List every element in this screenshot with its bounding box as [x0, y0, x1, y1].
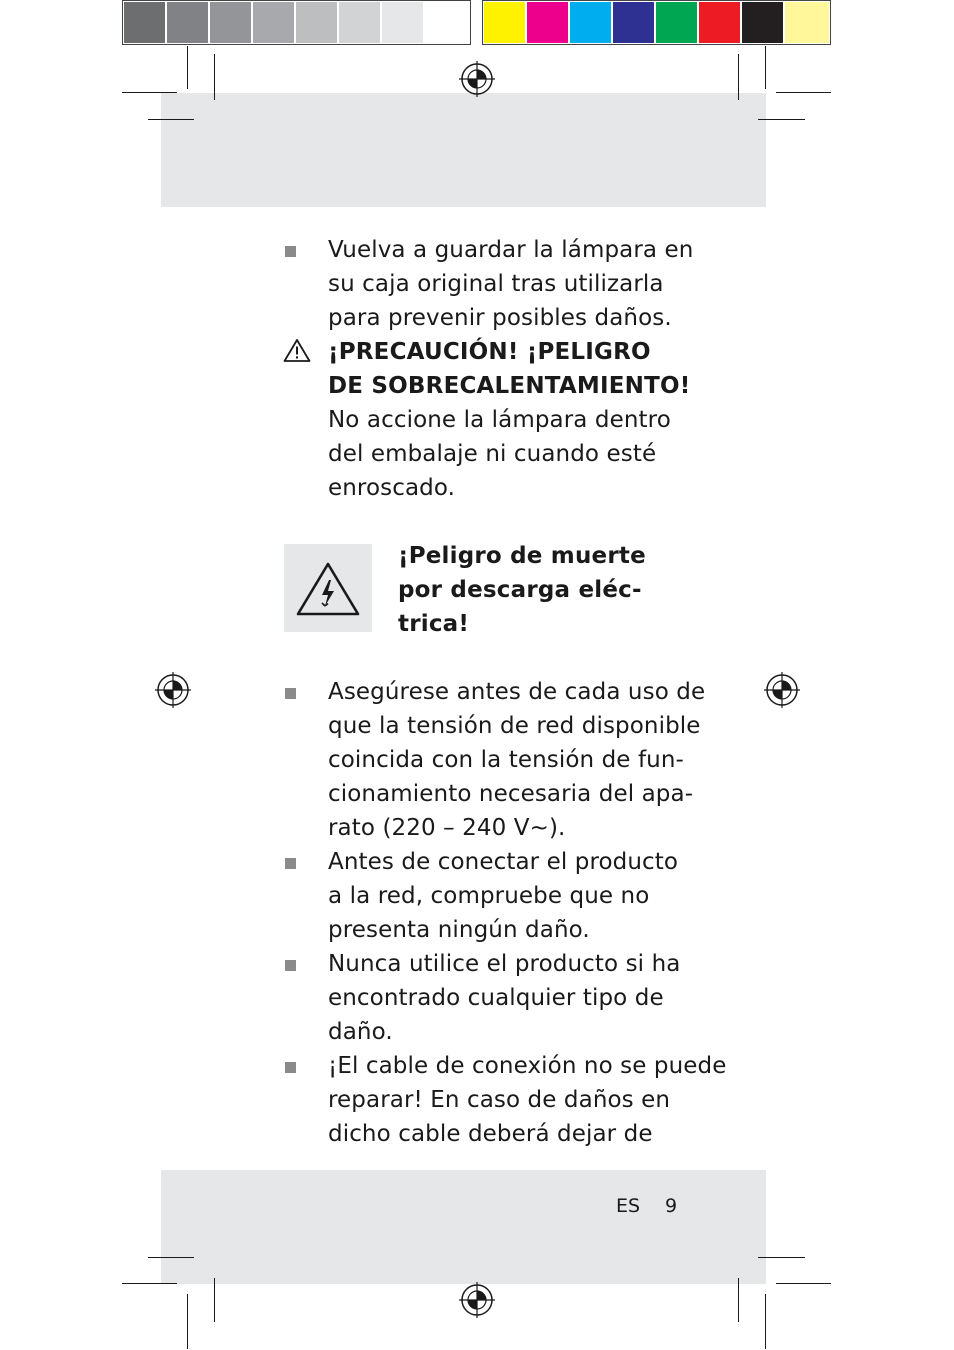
- electric-shock-warning-icon: [294, 560, 362, 618]
- warning-triangle-icon: [283, 338, 311, 363]
- bullet-marker: [285, 688, 296, 699]
- crop-mark: [765, 46, 766, 89]
- light-yellow-swatch: [785, 2, 829, 43]
- blue-swatch: [613, 2, 654, 43]
- crop-mark: [122, 92, 177, 93]
- caution-title: ¡PRECAUCIÓN! ¡PELIGRO DE SOBRECALENTAMIENTO!: [328, 339, 691, 399]
- crop-mark: [148, 1257, 194, 1258]
- danger-electric-title: ¡Peligro de muerte por descarga eléc- trica!: [398, 543, 646, 637]
- gray-swatch-2: [167, 2, 208, 43]
- crop-mark: [187, 1294, 188, 1349]
- bullet-marker: [285, 1062, 296, 1073]
- crop-mark: [214, 54, 215, 100]
- caution-text: No accione la lámpara dentro del embalaje ni cuando esté enroscado.: [328, 407, 671, 501]
- crop-mark: [758, 1257, 805, 1258]
- bullet-text-check-voltage: Asegúrese antes de cada uso de que la tensión de red disponible coincida con la tensión de fun- cionamiento necesaria del apa- rato (220 – 240 V~).: [328, 679, 706, 841]
- black-swatch: [742, 2, 783, 43]
- crop-mark: [776, 92, 831, 93]
- header-band: [161, 93, 766, 207]
- gray-swatch-3: [210, 2, 251, 43]
- gray-swatch-5: [296, 2, 337, 43]
- registration-mark-icon: [459, 1282, 495, 1318]
- gray-swatch-8: [425, 2, 469, 43]
- crop-mark: [738, 1278, 739, 1322]
- footer-band: [161, 1170, 766, 1284]
- yellow-swatch: [484, 2, 525, 43]
- crop-mark: [776, 1283, 831, 1284]
- cyan-swatch: [570, 2, 611, 43]
- green-swatch: [656, 2, 697, 43]
- magenta-swatch: [527, 2, 568, 43]
- crop-mark: [187, 46, 188, 89]
- gray-swatch-7: [382, 2, 423, 43]
- crop-mark: [765, 1294, 766, 1349]
- crop-mark: [214, 1278, 215, 1322]
- registration-mark-icon: [459, 61, 495, 97]
- gray-swatch-6: [339, 2, 380, 43]
- gray-swatch-1: [124, 2, 165, 43]
- footer-language: ES: [616, 1195, 641, 1217]
- bullet-marker: [285, 858, 296, 869]
- gray-swatch-4: [253, 2, 294, 43]
- crop-mark: [122, 1283, 177, 1284]
- crop-mark: [738, 54, 739, 100]
- crop-mark: [758, 119, 805, 120]
- registration-mark-icon: [764, 672, 800, 708]
- bullet-marker: [285, 246, 296, 257]
- footer-page-number: 9: [665, 1195, 678, 1217]
- bullet-text-store-lamp: Vuelva a guardar la lámpara en su caja original tras utilizarla para prevenir posibles daños.: [328, 237, 694, 331]
- crop-mark: [148, 119, 194, 120]
- bullet-text-never-use-damaged: Nunca utilice el producto si ha encontrado cualquier tipo de daño.: [328, 951, 681, 1045]
- bullet-text-cable-repair: ¡El cable de conexión no se puede reparar! En caso de daños en dicho cable deberá dejar de: [328, 1053, 727, 1147]
- registration-mark-icon: [155, 672, 191, 708]
- bullet-marker: [285, 960, 296, 971]
- bullet-text-check-damage: Antes de conectar el producto a la red, compruebe que no presenta ningún daño.: [328, 849, 679, 943]
- red-swatch: [699, 2, 740, 43]
